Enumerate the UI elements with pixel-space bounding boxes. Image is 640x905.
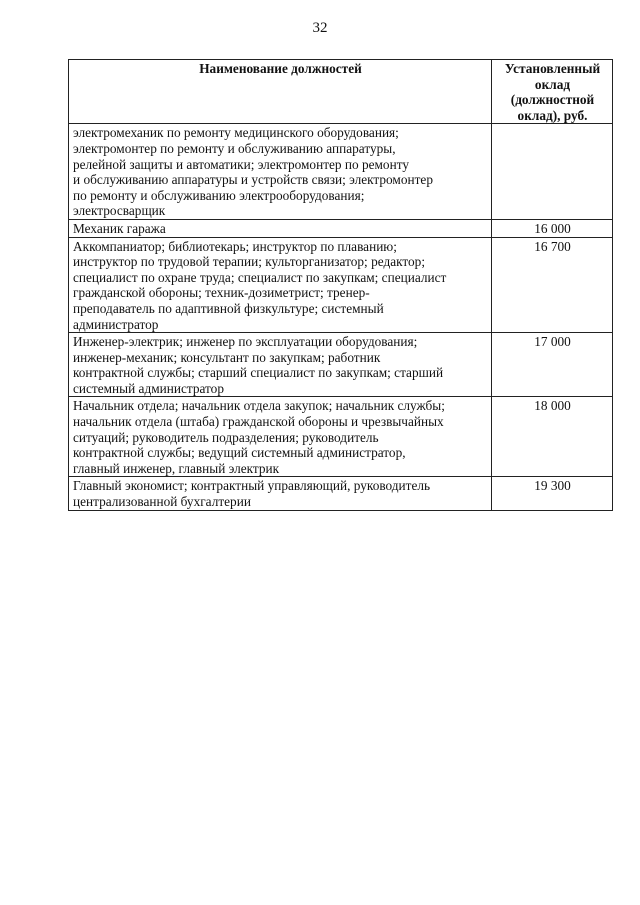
salary-cell: 16 700 <box>492 237 613 333</box>
position-line: централизованной бухгалтерии <box>73 494 251 510</box>
table-row <box>69 397 613 477</box>
position-cell <box>69 219 492 237</box>
position-line: инженер-механик; консультант по закупкам; работник <box>73 349 381 365</box>
header-salary-line: оклад), руб. <box>517 107 588 123</box>
position-line: контрактной службы; старший специалист по закупкам; старший <box>73 365 444 381</box>
table-header-row <box>69 60 613 124</box>
table-row <box>69 477 613 510</box>
salary-cell <box>492 124 613 220</box>
position-line: по ремонту и обслуживанию электрооборудования; <box>73 187 365 203</box>
position-line: системный администратор <box>73 380 224 396</box>
position-line: ситуаций; руководитель подразделения; руководитель <box>73 429 379 445</box>
header-salary-line: (должностной <box>510 92 595 108</box>
salary-cell: 16 000 <box>492 219 613 237</box>
header-position: Наименование должностей <box>69 60 492 124</box>
position-line: Механик гаража <box>73 220 166 236</box>
position-line: главный инженер, главный электрик <box>73 460 280 476</box>
position-cell <box>69 124 492 220</box>
position-line: Начальник отдела; начальник отдела закупок; начальник службы; <box>73 398 445 414</box>
position-line: инструктор по трудовой терапии; культорганизатор; редактор; <box>73 254 426 270</box>
position-line: контрактной службы; ведущий системный администратор, <box>73 445 406 461</box>
position-line: Главный экономист; контрактный управляющий, руководитель <box>73 478 431 494</box>
position-line: преподаватель по адаптивной физкультуре; системный <box>73 300 384 316</box>
position-line: администратор <box>73 316 159 332</box>
table-row <box>69 237 613 333</box>
position-line: электромеханик по ремонту медицинского оборудования; <box>73 125 399 141</box>
position-line: Аккомпаниатор; библиотекарь; инструктор по плаванию; <box>73 238 397 254</box>
position-line: гражданской обороны; техник-дозиметрист; тренер- <box>73 285 370 301</box>
position-cell <box>69 397 492 477</box>
position-cell <box>69 237 492 333</box>
position-cell <box>69 477 492 510</box>
page-number: 32 <box>312 20 328 36</box>
position-line: электромонтер по ремонту и обслуживанию аппаратуры, <box>73 140 396 156</box>
position-line: релейной защиты и автоматики; электромонтер по ремонту <box>73 156 409 172</box>
salary-cell: 17 000 <box>492 333 613 397</box>
header-salary-line: Установленный <box>504 61 601 76</box>
position-line: Инженер-электрик; инженер по эксплуатации оборудования; <box>73 334 418 350</box>
position-line: специалист по охране труда; специалист по закупкам; специалист <box>73 269 447 285</box>
salary-table <box>68 59 613 511</box>
position-cell <box>69 333 492 397</box>
position-line: электросварщик <box>73 203 166 219</box>
header-salary <box>492 60 613 124</box>
position-line: и обслуживанию аппаратуры и устройств связи; электромонтер <box>73 172 433 188</box>
salary-cell: 19 300 <box>492 477 613 510</box>
header-salary-line: оклад <box>534 76 571 92</box>
salary-cell: 18 000 <box>492 397 613 477</box>
position-line: начальник отдела (штаба) гражданской обороны и чрезвычайных <box>73 414 444 430</box>
table-row <box>69 333 613 397</box>
table-row <box>69 219 613 237</box>
table-row <box>69 124 613 220</box>
